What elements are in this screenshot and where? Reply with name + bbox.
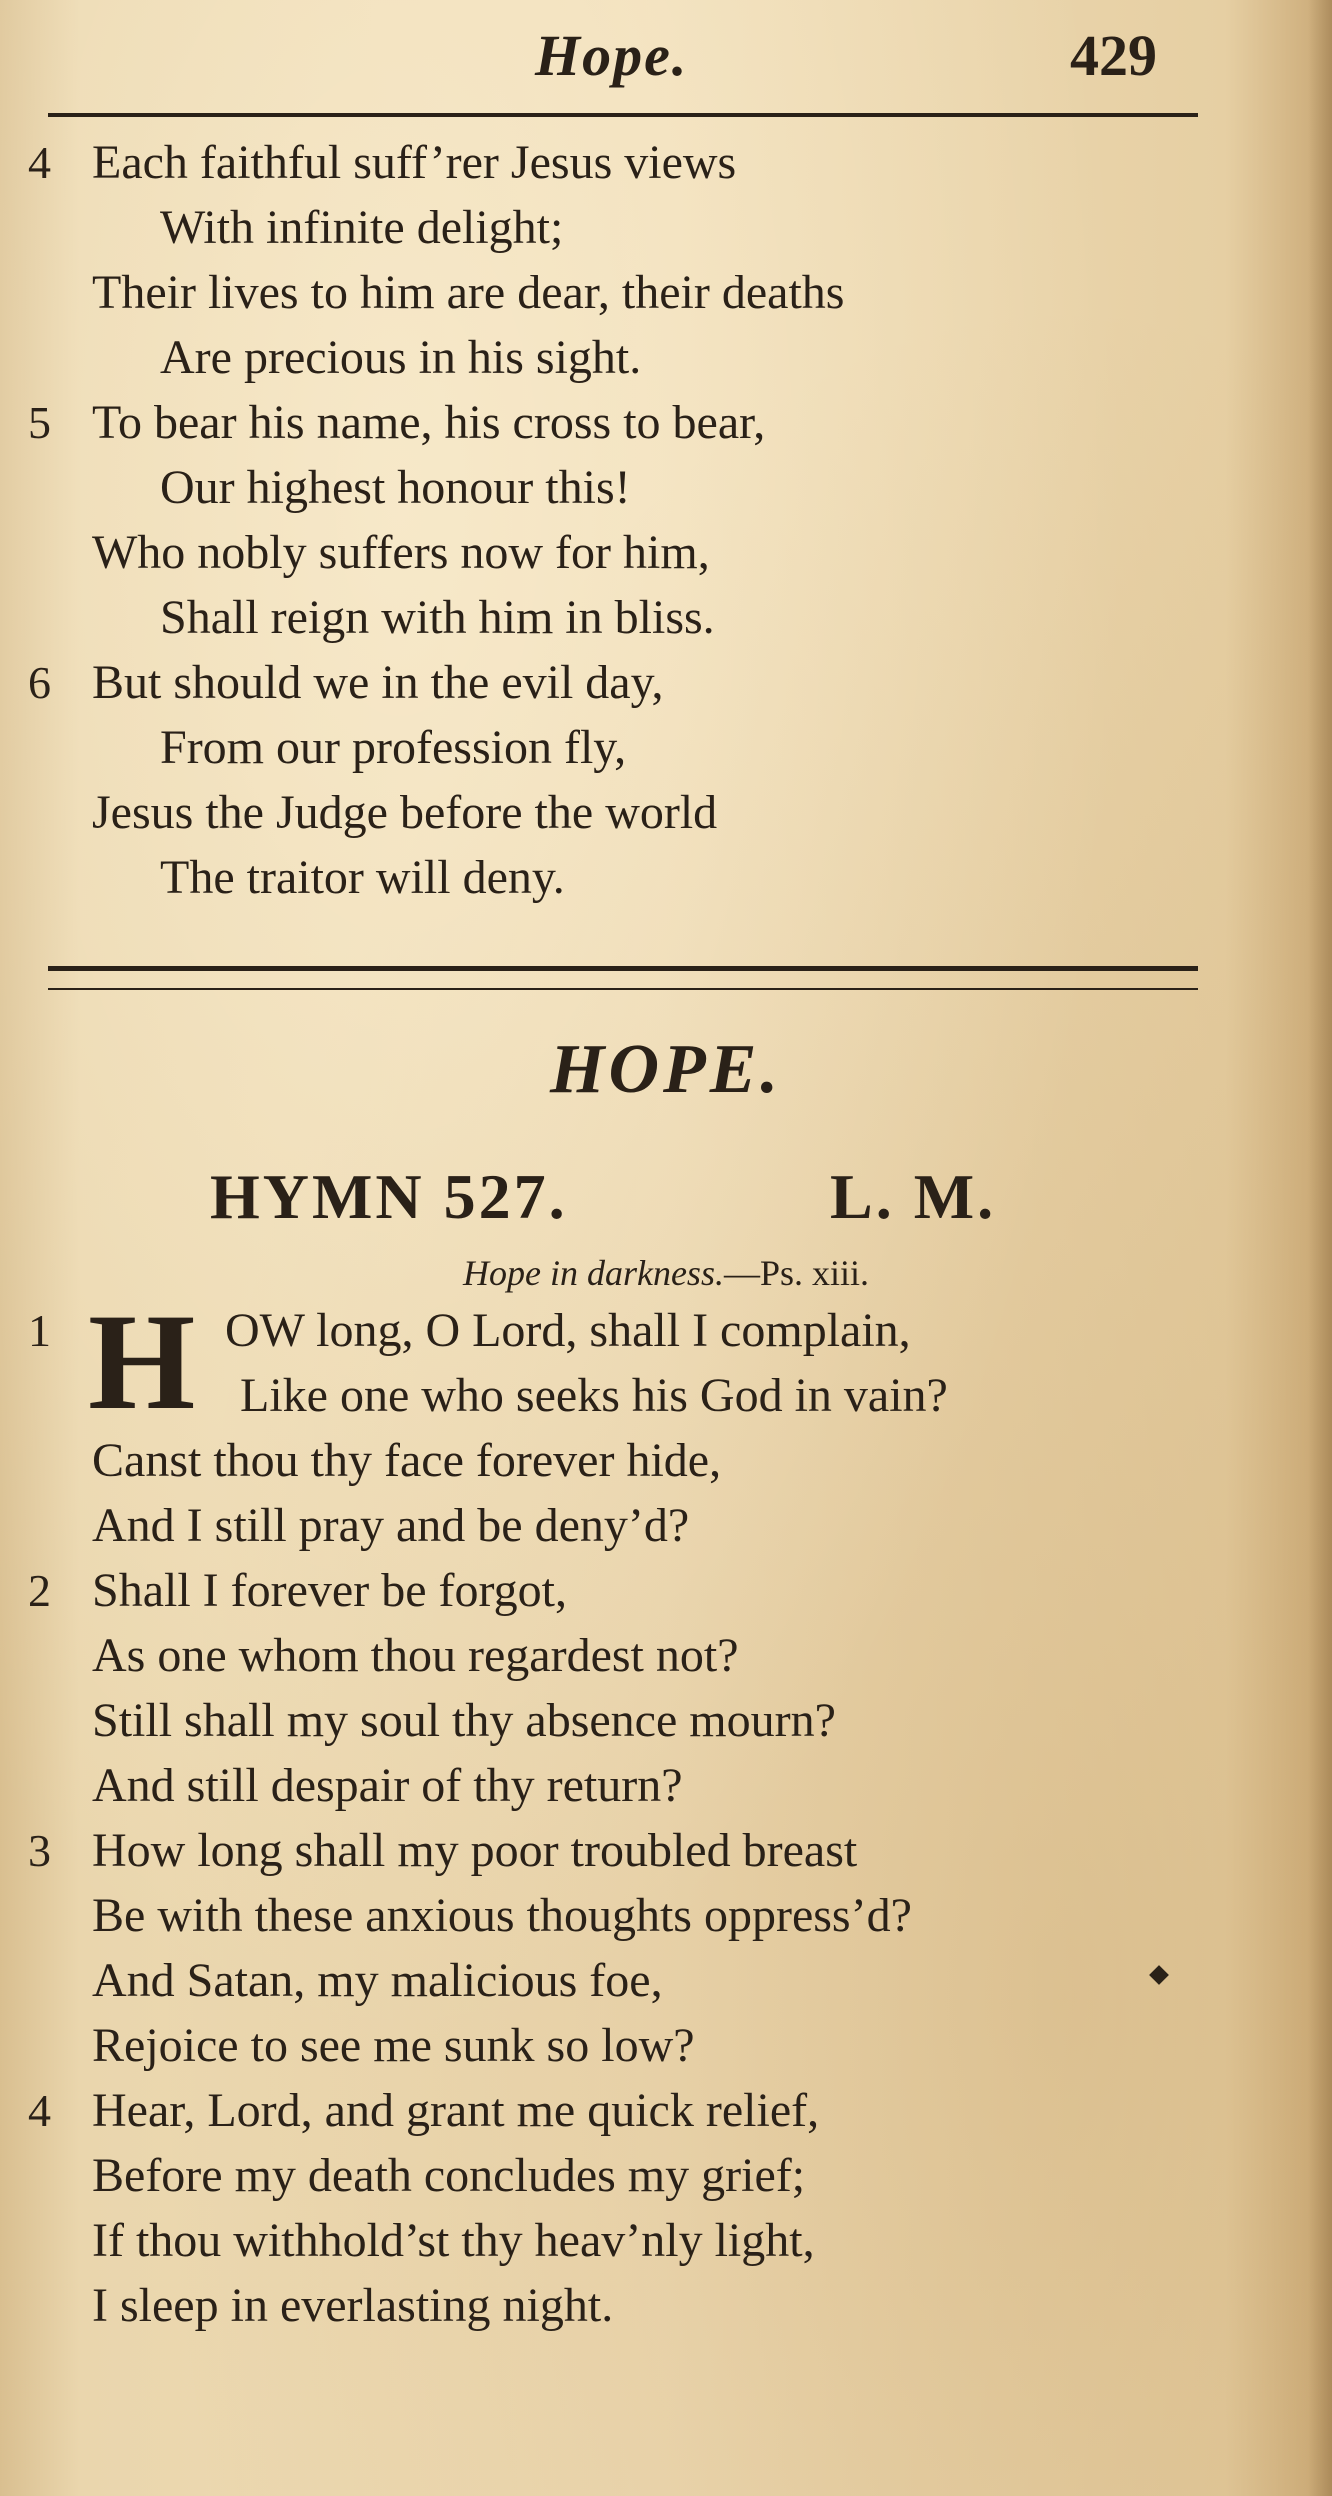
verse-text: And I still pray and be deny’d? [92, 1499, 690, 1552]
verse-text: Are precious in his sight. [160, 331, 642, 384]
verse-text: Be with these anxious thoughts oppress’d? [92, 1889, 912, 1942]
verse-number: 2 [28, 1565, 51, 1616]
verse-text: And still despair of thy return? [92, 1759, 683, 1812]
hymn-continuation [0, 130, 1332, 910]
verse-number: 3 [28, 1825, 51, 1876]
verse-text: Our highest honour this! [160, 461, 631, 514]
verse-text: And Satan, my malicious foe, [92, 1954, 663, 2007]
subtitle-reference: —Ps. xiii. [723, 1253, 869, 1293]
verse-line [0, 1818, 1332, 1883]
section-divider-thin [48, 988, 1198, 990]
verse-number: 5 [28, 397, 51, 448]
subtitle-theme: Hope in darkness. [462, 1253, 724, 1293]
verse-line [0, 585, 1332, 650]
verse-text: Their lives to him are dear, their deaths [92, 266, 845, 319]
verse-line [0, 1493, 1332, 1558]
verse-text: But should we in the evil day, [92, 656, 664, 709]
verse-line [0, 845, 1332, 910]
verse-line [0, 455, 1332, 520]
verse-text: With infinite delight; [160, 201, 564, 254]
verse-number: 1 [28, 1305, 51, 1356]
verse-line [0, 1948, 1332, 2013]
verse-line [0, 780, 1332, 845]
verse-text: Jesus the Judge before the world [92, 786, 718, 839]
verse-line [0, 520, 1332, 585]
verse-text: If thou withhold’st thy heav’nly light, [92, 2214, 815, 2267]
hymn-meter: L. M. [830, 1161, 997, 1232]
section-title: HOPE. [550, 1031, 782, 1108]
verse-line [0, 1428, 1332, 1493]
hymn-body [0, 1285, 1332, 2338]
verse-text: The traitor will deny. [160, 851, 565, 904]
running-title: Hope. [535, 23, 689, 88]
verse-line [0, 2273, 1332, 2338]
verse-text: To bear his name, his cross to bear, [92, 396, 766, 449]
verse-text: Each faithful suff’rer Jesus views [92, 136, 737, 189]
verse-text: Before my death concludes my grief; [92, 2149, 806, 2202]
verse-text: I sleep in everlasting night. [92, 2279, 614, 2332]
verse-text: From our profession fly, [160, 721, 627, 774]
verse-line [0, 1883, 1332, 1948]
verse-line [0, 2078, 1332, 2143]
verse-line [0, 1688, 1332, 1753]
verse-text: Like one who seeks his God in vain? [240, 1369, 948, 1422]
verse-line [0, 1753, 1332, 1818]
verse-line [0, 195, 1332, 260]
page-header [0, 22, 1332, 102]
verse-line [0, 1363, 1332, 1428]
verse-line [0, 1558, 1332, 1623]
verse-number: 4 [28, 2085, 51, 2136]
page-number: 429 [1070, 23, 1157, 88]
verse-text: As one whom thou regardest not? [92, 1629, 739, 1682]
verse-text: Hear, Lord, and grant me quick relief, [92, 2084, 820, 2137]
verse-line [0, 325, 1332, 390]
verse-line [0, 2143, 1332, 2208]
verse-text: Shall reign with him in bliss. [160, 591, 715, 644]
verse-text: Rejoice to see me sunk so low? [92, 2019, 695, 2072]
drop-cap: H [88, 1285, 196, 1438]
verse-line [0, 715, 1332, 780]
verse-line [0, 130, 1332, 195]
verse-number: 4 [28, 137, 51, 188]
hymn-subtitle [0, 1252, 1332, 1294]
verse-text: Canst thou thy face forever hide, [92, 1434, 722, 1487]
verse-line [0, 2013, 1332, 2078]
verse-text: How long shall my poor troubled breast [92, 1824, 858, 1877]
verse-line [0, 390, 1332, 455]
verse-text: Still shall my soul thy absence mourn? [92, 1694, 836, 1747]
hymn-number: HYMN 527. [210, 1161, 568, 1232]
verse-number: 6 [28, 657, 51, 708]
verse-text: Who nobly suffers now for him, [92, 526, 710, 579]
verse-text: Shall I forever be forgot, [92, 1564, 567, 1617]
verse-line [0, 260, 1332, 325]
verse-line [0, 1623, 1332, 1688]
verse-text: OW long, O Lord, shall I complain, [225, 1304, 911, 1357]
verse-line [0, 2208, 1332, 2273]
verse-line [0, 650, 1332, 715]
section-divider-thick [48, 966, 1198, 971]
header-rule [48, 113, 1198, 117]
